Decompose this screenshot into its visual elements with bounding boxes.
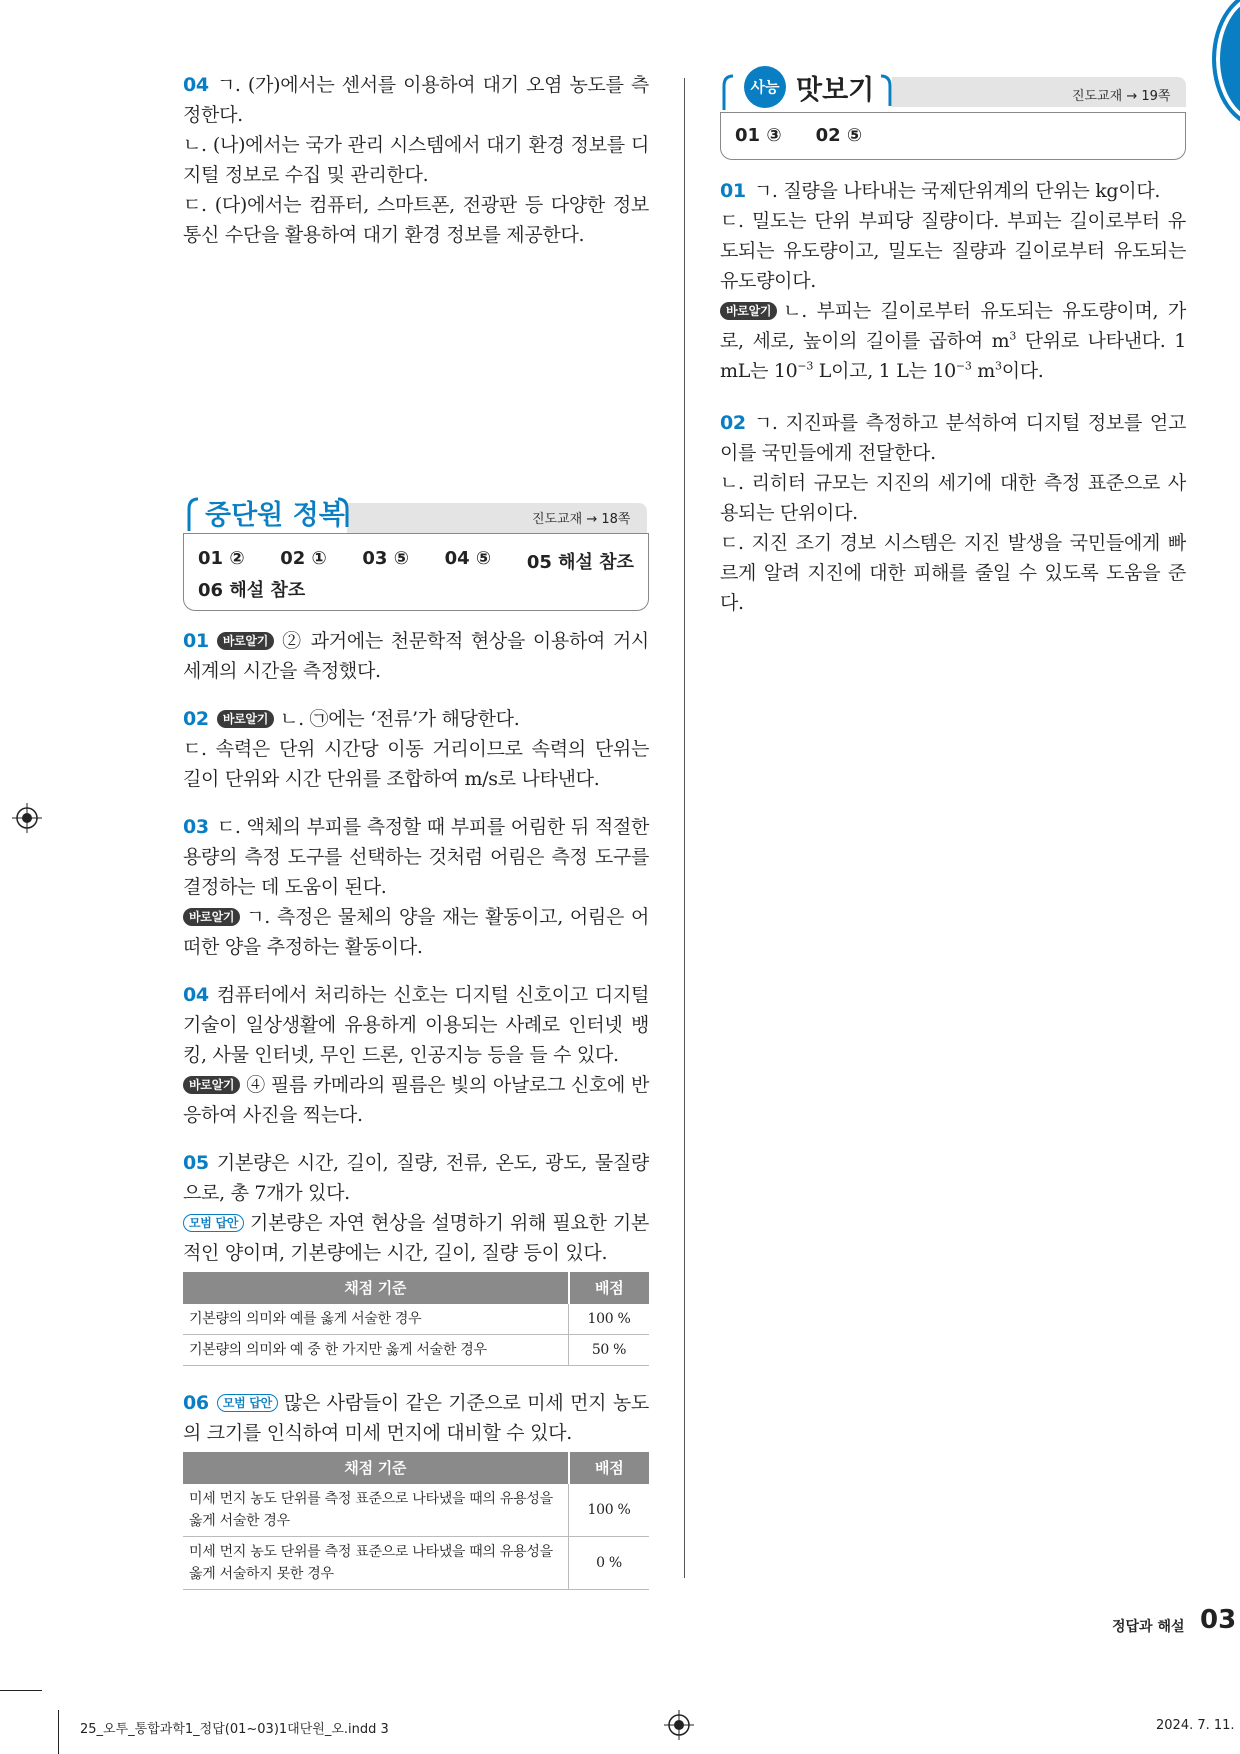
answer: 02 ⑤ (815, 125, 863, 146)
explanation-06 (183, 1388, 649, 1590)
barol-tag: 바로알기 (217, 632, 274, 650)
explanation-text: 기본량은 시간, 길이, 질량, 전류, 온도, 광도, 물질량으로, 총 7개가 있다. (183, 1152, 649, 1204)
suneung-explanation-02 (720, 408, 1186, 618)
scoring-table-05 (183, 1272, 649, 1366)
table-row: 기본량의 의미와 예를 옳게 서술한 경우 100 % (183, 1304, 649, 1335)
explanation-text: ② 과거에는 천문학적 현상을 이용하여 거시 세계의 시간을 측정했다. (183, 630, 649, 682)
print-date: 2024. 7. 11. (1156, 1718, 1235, 1733)
item-04-line2: ㄴ. (나)에서는 국가 관리 시스템에서 대기 환경 정보를 디지털 정보로 수집 및 관리한다. (183, 134, 649, 186)
right-explanations (720, 176, 1186, 636)
model-answer-tag: 모범 답안 (183, 1214, 244, 1232)
explanation-05 (183, 1148, 649, 1366)
answer: 05 해설 참조 (526, 552, 634, 573)
chapter-tab (1212, 0, 1240, 128)
explanation-text: ㄱ. 지진파를 측정하고 분석하여 디지털 정보를 얻고 이를 국민들에게 전달한다. (720, 412, 1186, 464)
answer: 03 ⑤ (362, 548, 409, 569)
item-number: 01 (183, 630, 209, 652)
answer: 01 ② (198, 548, 245, 569)
bracket-right-icon (337, 497, 349, 531)
registration-mark-bottom (664, 1710, 694, 1740)
left-top-block (183, 70, 649, 250)
crop-mark (0, 1690, 42, 1691)
file-name: 25_오투_통합과학1_정답(01~03)1대단원_오.indd 3 (80, 1722, 389, 1737)
barol-tag: 바로알기 (217, 710, 274, 728)
item-number: 04 (183, 74, 209, 96)
table-header: 채점 기준 (183, 1452, 569, 1484)
item-number: 01 (720, 180, 746, 202)
item-04-line3: ㄷ. (다)에서는 컴퓨터, 스마트폰, 전광판 등 다양한 정보 통신 수단을 활용하여 대기 환경 정보를 제공한다. (183, 194, 649, 246)
table-row: 미세 먼지 농도 단위를 측정 표준으로 나타냈을 때의 유용성을 옳게 서술한 경우 100 % (183, 1484, 649, 1537)
explanation-text: ㄴ. ㉠에는 ‘전류’가 해당한다. (280, 708, 520, 730)
barol-tag: 바로알기 (183, 1076, 240, 1094)
explanation-text: ㄷ. 밀도는 단위 부피당 질량이다. 부피는 길이로부터 유도되는 유도량이고, 밀도는 질량과 길이로부터 유도되는 유도량이다. (720, 210, 1186, 292)
crop-mark (58, 1710, 59, 1754)
column-divider (684, 78, 685, 1578)
explanation-text: ㄷ. 액체의 부피를 측정할 때 부피를 어림한 뒤 적절한 용량의 측정 도구를 선택하는 것처럼 어림은 측정 도구를 결정하는 데 도움이 된다. (183, 816, 649, 898)
bracket-left-icon (722, 74, 734, 110)
explanation-text: 기본량은 자연 현상을 설명하기 위해 필요한 기본적인 양이며, 기본량에는 시간, 길이, 질량 등이 있다. (183, 1212, 649, 1264)
barol-tag: 바로알기 (183, 908, 240, 926)
item-number: 04 (183, 984, 209, 1006)
answer: 04 ⑤ (444, 548, 492, 569)
section-title (205, 493, 345, 532)
explanation-02 (183, 704, 649, 794)
explanation-text: ㄱ. 측정은 물체의 양을 재는 활동이고, 어림은 어떠한 양을 추정하는 활동이다. (183, 906, 649, 958)
bracket-right-icon (880, 74, 892, 110)
table-header: 배점 (569, 1272, 650, 1304)
textbook-ref: 진도교재 → 19쪽 (1072, 89, 1171, 104)
explanation-04 (183, 980, 649, 1130)
explanation-text: ④ 필름 카메라의 필름은 빛의 아날로그 신호에 반응하여 사진을 찍는다. (183, 1074, 649, 1126)
page-number: 03 (1200, 1605, 1237, 1635)
table-header: 배점 (569, 1452, 650, 1484)
suneung-badge: 사능 (744, 66, 786, 108)
section-title: 맛보기 (796, 75, 875, 106)
bracket-left-icon (187, 497, 199, 531)
table-row: 기본량의 의미와 예 중 한 가지만 옳게 서술한 경우 50 % (183, 1335, 649, 1366)
explanation-01 (183, 626, 649, 686)
answer: 06 해설 참조 (198, 580, 306, 601)
answer: 01 ③ (735, 125, 782, 146)
registration-mark-left (12, 803, 42, 833)
explanation-text: ㄴ. 리히터 규모는 지진의 세기에 대한 측정 표준으로 사용되는 단위이다. (720, 472, 1186, 524)
left-explanations (183, 626, 649, 1608)
explanation-03 (183, 812, 649, 962)
table-header: 채점 기준 (183, 1272, 569, 1304)
textbook-ref: 진도교재 → 18쪽 (532, 512, 631, 527)
item-number: 03 (183, 816, 209, 838)
explanation-text: 바로알기 ㄴ. 부피는 길이로부터 유도되는 유도량이며, 가로, 세로, 높이의 길이를 곱하여 $m^3$ 단위로 나타낸다. 1 mL는 $10^{-3}$ L이고, 1 L는 $10^{-3}$ $m^3$이다. (720, 300, 1186, 382)
explanation-text: ㄷ. 속력은 단위 시간당 이동 거리이므로 속력의 단위는 길이 단위와 시간 단위를 조합하여 m/s로 나타낸다. (183, 738, 649, 790)
section-header-suneung (722, 64, 1186, 114)
section-header-midunit (187, 493, 647, 535)
item-number: 05 (183, 1152, 209, 1174)
explanation-text: 컴퓨터에서 처리하는 신호는 디지털 신호이고 디지털 기술이 일상생활에 유용하게 이용되는 사례로 인터넷 뱅킹, 사물 인터넷, 무인 드론, 인공지능 등을 들 수 있다. (183, 984, 649, 1066)
table-row: 미세 먼지 농도 단위를 측정 표준으로 나타냈을 때의 유용성을 옳게 서술하지 못한 경우 0 % (183, 1537, 649, 1590)
answer-box-suneung (720, 112, 1186, 160)
barol-tag: 바로알기 (720, 302, 777, 320)
model-answer-tag: 모범 답안 (217, 1394, 278, 1412)
section-title-text: 중단원 정복 (205, 500, 345, 531)
answer-box-midunit (183, 533, 649, 611)
answer: 02 ① (280, 548, 327, 569)
explanation-text: ㄷ. 지진 조기 경보 시스템은 지진 발생을 국민들에게 빠르게 알려 지진에 대한 피해를 줄일 수 있도록 도움을 준다. (720, 532, 1186, 614)
suneung-explanation-01 (720, 176, 1186, 386)
section-label: 정답과 해설 (1112, 1619, 1185, 1635)
item-04-line1: 04 ㄱ. (가)에서는 센서를 이용하여 대기 오염 농도를 측정한다. (183, 74, 649, 126)
item-number: 02 (720, 412, 746, 434)
item-number: 06 (183, 1392, 209, 1414)
scoring-table-06 (183, 1452, 649, 1590)
explanation-text: ㄱ. 질량을 나타내는 국제단위계의 단위는 kg이다. (753, 180, 1161, 202)
item-number: 02 (183, 708, 209, 730)
explanation-text: 많은 사람들이 같은 기준으로 미세 먼지 농도의 크기를 인식하여 미세 먼지에 대비할 수 있다. (183, 1392, 649, 1444)
